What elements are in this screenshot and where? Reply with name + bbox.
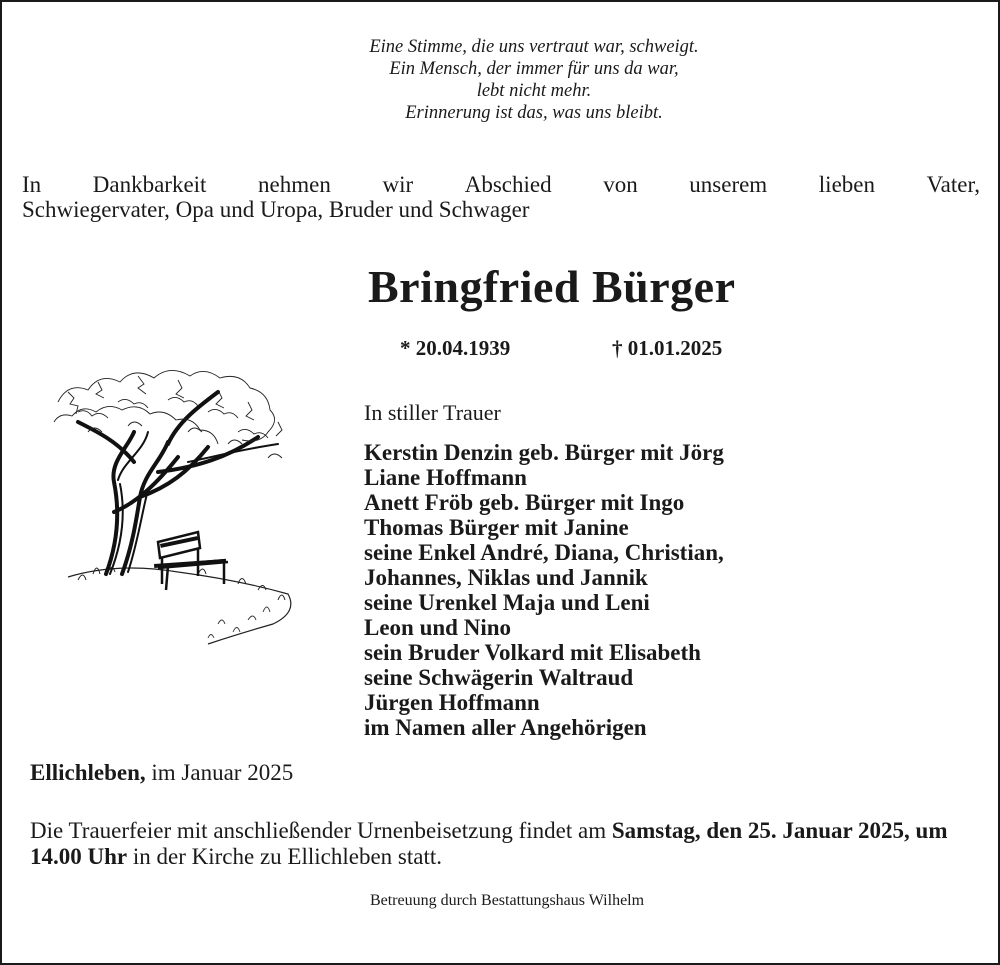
town-name: Ellichleben,: [30, 760, 146, 785]
intro-line-1: [22, 172, 980, 197]
place-date-line: [30, 760, 293, 786]
service-text-2: in der Kirche zu Ellichleben statt.: [127, 844, 442, 869]
mourner: seine Enkel André, Diana, Christian,: [364, 540, 724, 565]
intro-word: unserem: [689, 172, 768, 197]
mourner: seine Schwägerin Waltraud: [364, 665, 634, 690]
service-datetime: Samstag, den 25. Januar 2025, um 14.00 Uhr: [30, 818, 948, 869]
intro-word: In: [22, 172, 42, 197]
mourner: seine Urenkel Maja und Leni: [364, 590, 650, 615]
mourners-list: [364, 440, 724, 740]
intro-text: [22, 172, 980, 222]
mourner: Liane Hoffmann: [364, 465, 527, 490]
poem-line: Eine Stimme, die uns vertraut war, schweigt.: [369, 37, 699, 57]
poem-line: Erinnerung ist das, was uns bleibt.: [405, 103, 663, 123]
mourning-heading: In stiller Trauer: [364, 400, 501, 425]
mourner: Leon und Nino: [364, 615, 512, 640]
poem-line: Ein Mensch, der immer für uns da war,: [389, 59, 679, 79]
intro-word: Abschied: [464, 172, 552, 197]
mourner: sein Bruder Volkard mit Elisabeth: [364, 640, 701, 665]
mourner: Thomas Bürger mit Janine: [364, 515, 629, 540]
intro-word: Vater,: [926, 172, 980, 197]
deceased-name: Bringfried Bürger: [368, 261, 736, 312]
mourner: Johannes, Niklas und Jannik: [364, 565, 648, 590]
intro-word: von: [603, 172, 638, 197]
funeral-home-credit: [2, 892, 998, 910]
mourner: Kerstin Denzin geb. Bürger mit Jörg: [364, 440, 724, 465]
poem-line: lebt nicht mehr.: [476, 81, 592, 101]
funeral-service-info: [30, 818, 980, 870]
tree-with-bench-drawing: [48, 362, 303, 652]
intro-word: wir: [382, 172, 414, 197]
poem: [2, 36, 998, 124]
mourner: Jürgen Hoffmann: [364, 690, 540, 715]
service-text-1: Die Trauerfeier mit anschließender Urnenbeisetzung findet am: [30, 818, 612, 843]
intro-word: nehmen: [258, 172, 331, 197]
intro-word: lieben: [818, 172, 875, 197]
death-date: † 01.01.2025: [612, 336, 723, 360]
funeral-home-text: Betreuung durch Bestattungshaus Wilhelm: [369, 892, 645, 909]
mourner: Anett Fröb geb. Bürger mit Ingo: [364, 490, 685, 515]
notice-date: im Januar 2025: [145, 760, 294, 785]
intro-line-2: Schwiegervater, Opa und Uropa, Bruder und Schwager: [22, 197, 530, 222]
birth-date: * 20.04.1939: [400, 336, 511, 360]
intro-word: Dankbarkeit: [92, 172, 207, 197]
mourner: im Namen aller Angehörigen: [364, 715, 647, 740]
